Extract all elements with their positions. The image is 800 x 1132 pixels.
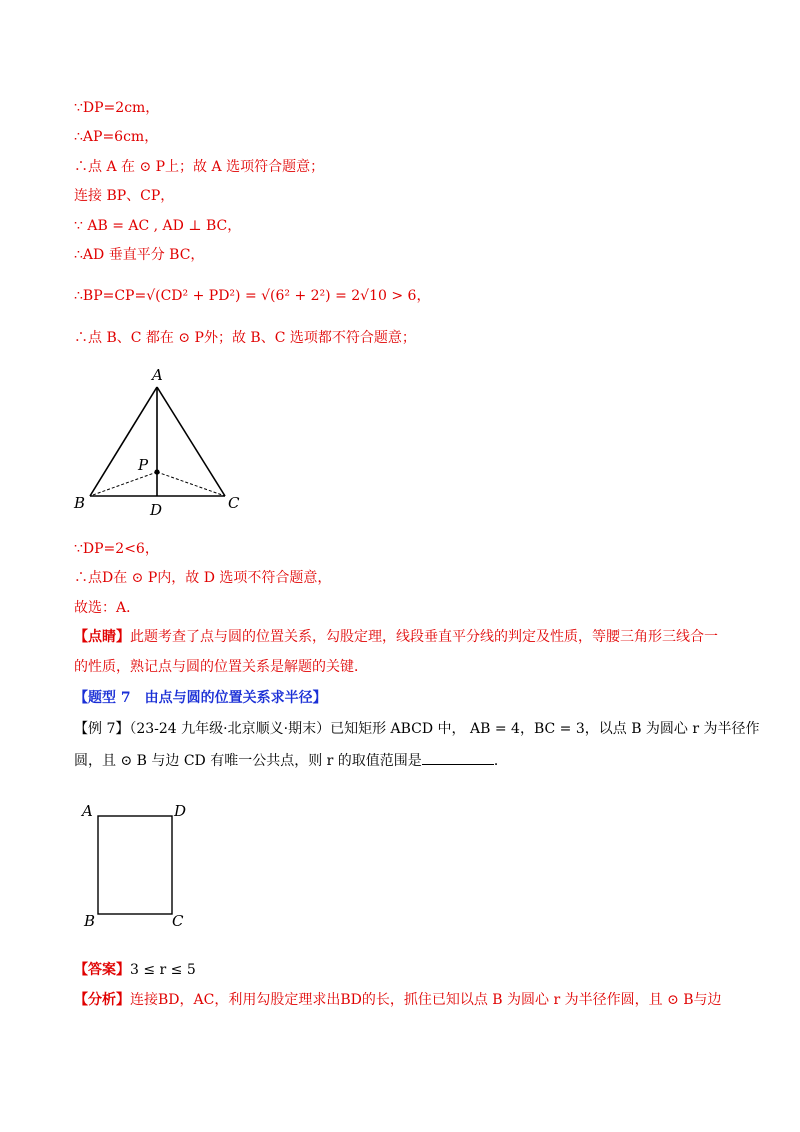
label-a: A xyxy=(152,366,163,384)
answer-line xyxy=(74,960,196,980)
point-p xyxy=(154,469,159,474)
analysis-line xyxy=(74,990,722,1010)
label-c: C xyxy=(228,494,240,512)
remark-text: 此题考查了点与圆的位置关系，勾股定理，线段垂直平分线的判定及性质，等腰三角形三线合一 xyxy=(130,629,718,645)
proof-line-1: ∵DP=2cm， xyxy=(74,100,160,116)
remark-tag: 【点睛】 xyxy=(74,629,130,645)
triangle-figure xyxy=(70,362,250,522)
answer-blank xyxy=(422,750,494,765)
rect-label-c: C xyxy=(172,912,184,930)
example-line-2 xyxy=(74,750,508,771)
example-text: 圆，且 ⊙ B 与边 CD 有唯一公共点，则 r 的取值范围是 xyxy=(74,753,422,769)
answer-text: 3 ≤ r ≤ 5 xyxy=(130,962,196,978)
segment-pb xyxy=(90,472,157,496)
remark-line-1 xyxy=(74,627,718,647)
rect-label-a: A xyxy=(82,802,93,820)
rect-label-d: D xyxy=(174,802,187,820)
proof-line-9: ∵DP=2<6， xyxy=(74,541,159,557)
segment-pc xyxy=(157,472,225,496)
proof-line-4: 连接 BP、CP， xyxy=(74,188,175,204)
rect-label-b: B xyxy=(84,912,96,930)
proof-line-6: ∴AD 垂直平分 BC， xyxy=(74,247,205,263)
analysis-tag: 【分析】 xyxy=(74,992,130,1008)
proof-line-7: ∴BP=CP=√(CD² + PD²) = √(6² + 2²) = 2√10 > 6， xyxy=(74,288,431,304)
proof-line-5: ∵ AB = AC , AD ⊥ BC， xyxy=(74,218,242,234)
section-heading: 【题型 7 由点与圆的位置关系求半径】 xyxy=(74,690,327,706)
answer-tag: 【答案】 xyxy=(74,962,130,978)
remark-line-2: 的性质，熟记点与圆的位置关系是解题的关键． xyxy=(74,659,368,675)
analysis-text: 连接BD，AC，利用勾股定理求出BD的长，抓住已知以点 B 为圆心 r 为半径作圆，且 ⊙ B与边 xyxy=(130,992,722,1008)
proof-line-10: ∴点D在 ⊙ P内，故 D 选项不符合题意， xyxy=(74,570,332,586)
example-end: ． xyxy=(493,753,508,769)
label-b: B xyxy=(74,494,86,512)
proof-line-11: 故选：A． xyxy=(74,600,141,616)
proof-line-8: ∴点 B、C 都在 ⊙ P外；故 B、C 选项都不符合题意； xyxy=(74,330,416,346)
edge-ab xyxy=(90,387,157,496)
example-line-1: 【例 7】（23-24 九年级·北京顺义·期末）已知矩形 ABCD 中， AB = 4，BC = 3，以点 B 为圆心 r 为半径作 xyxy=(74,721,760,737)
rectangle-figure xyxy=(78,798,198,933)
proof-line-2: ∴AP=6cm， xyxy=(74,129,159,145)
proof-line-3: ∴点 A 在 ⊙ P上；故 A 选项符合题意； xyxy=(74,159,325,175)
label-d: D xyxy=(150,501,163,519)
edge-ac xyxy=(157,387,225,496)
label-p: P xyxy=(138,456,149,474)
rectangle-abcd xyxy=(98,816,172,914)
